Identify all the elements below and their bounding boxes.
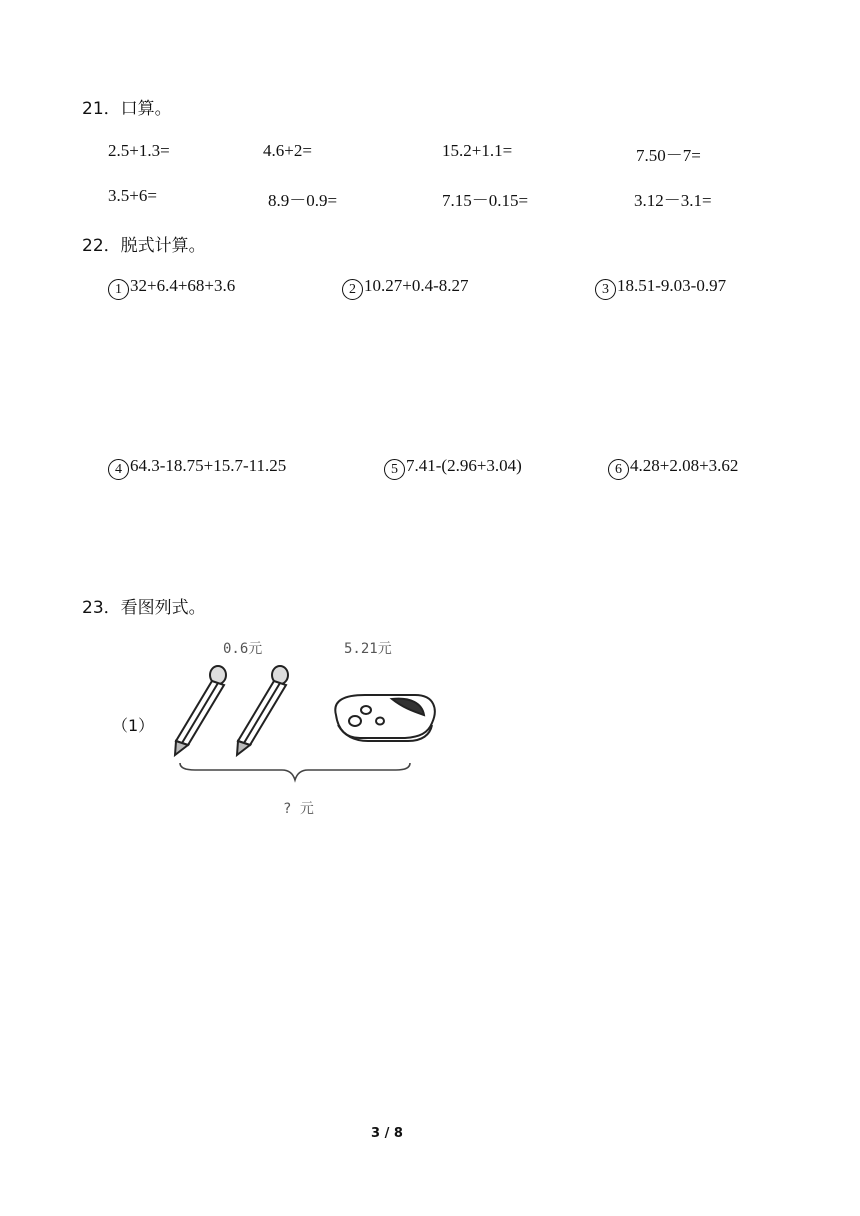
circled-number: 5 xyxy=(384,459,405,480)
case-price: 5.21元 xyxy=(344,641,392,657)
q22-item-4 xyxy=(108,456,286,480)
q22-expression: 10.27+0.4-8.27 xyxy=(364,276,469,295)
q22-expression: 18.51-9.03-0.97 xyxy=(617,276,727,295)
q22-item-6 xyxy=(608,456,738,480)
circled-number: 6 xyxy=(608,459,629,480)
q21-item-4: 7.50－7= xyxy=(636,146,701,165)
q23-sub-label: （1） xyxy=(112,716,155,735)
q22-expression: 32+6.4+68+3.6 xyxy=(130,276,236,295)
q23-title: 23．看图列式。 xyxy=(82,598,206,618)
q22-item-5 xyxy=(384,456,522,480)
q22-expression: 64.3-18.75+15.7-11.25 xyxy=(130,456,287,475)
circled-number: 2 xyxy=(342,279,363,300)
pencil-price: 0.6元 xyxy=(223,641,263,657)
q21-item-3: 15.2+1.1= xyxy=(442,141,513,160)
q21-item-2: 4.6+2= xyxy=(263,141,312,160)
pencil-icon xyxy=(237,666,288,755)
q22-item-2 xyxy=(342,276,469,300)
pencil-case-icon xyxy=(335,695,434,741)
q22-item-3 xyxy=(595,276,726,300)
page-number: 3 / 8 xyxy=(371,1126,403,1141)
total-brace xyxy=(180,763,410,780)
q21-item-8: 3.12－3.1= xyxy=(634,191,712,210)
q22-title: 22．脱式计算。 xyxy=(82,236,206,256)
total-label: ? 元 xyxy=(283,801,314,817)
q23-illustration xyxy=(160,655,460,800)
q22-item-1 xyxy=(108,276,235,300)
circled-number: 4 xyxy=(108,459,129,480)
q21-item-1: 2.5+1.3= xyxy=(108,141,170,160)
q21-title: 21．口算。 xyxy=(82,99,172,119)
q22-expression: 4.28+2.08+3.62 xyxy=(630,456,739,475)
circled-number: 1 xyxy=(108,279,129,300)
pencil-icon xyxy=(175,666,226,755)
q21-item-6: 8.9－0.9= xyxy=(268,191,338,210)
q21-item-5: 3.5+6= xyxy=(108,186,157,205)
q21-item-7: 7.15－0.15= xyxy=(442,191,529,210)
circled-number: 3 xyxy=(595,279,616,300)
q22-expression: 7.41-(2.96+3.04) xyxy=(406,456,522,475)
